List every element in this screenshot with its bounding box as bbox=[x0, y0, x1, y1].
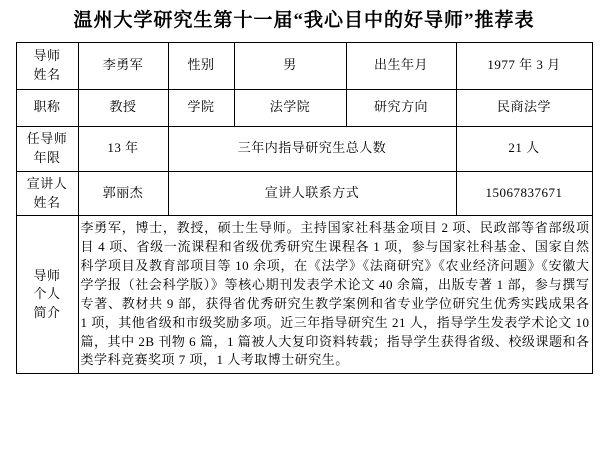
value-bio bbox=[78, 216, 592, 374]
label-gender: 性别 bbox=[168, 42, 234, 89]
value-advisor-years: 13 年 bbox=[78, 126, 168, 171]
table-row bbox=[16, 42, 592, 89]
label-speaker-contact: 宣讲人联系方式 bbox=[168, 171, 456, 216]
label-title-rank: 职称 bbox=[16, 89, 78, 126]
label-advisor-years: 任导师 年限 bbox=[16, 126, 78, 171]
label-total-students: 三年内指导研究生总人数 bbox=[168, 126, 456, 171]
label-bio: 导师 个人 简介 bbox=[16, 216, 78, 374]
value-research-field: 民商法学 bbox=[456, 89, 592, 126]
value-gender: 男 bbox=[234, 42, 346, 89]
label-birth-date: 出生年月 bbox=[346, 42, 456, 89]
value-speaker-contact: 15067837671 bbox=[456, 171, 592, 216]
value-birth-date: 1977 年 3 月 bbox=[456, 42, 592, 89]
value-advisor-name: 李勇军 bbox=[78, 42, 168, 89]
value-total-students: 21 人 bbox=[456, 126, 592, 171]
value-college: 法学院 bbox=[234, 89, 346, 126]
value-speaker-name: 郭丽杰 bbox=[78, 171, 168, 216]
bio-paragraph: 李勇军，博士，教授，硕士生导师。主持国家社科基金项目 2 项、民政部等省部级项目 4 项、省级一流课程和省级优秀研究生课程各 1 项，参与国家社科基金、国家自然科学项目及教育部项目等 10 余项，在《法学》《法商研究》《农业经济问题》《安徽大学学报（社会科学版）》等核心期刊发表学术论文 40 余篇，出版专著 1 部，参与撰写专著、教材共 9 部，获得省优秀研究生教学案例和省专业学位研究生优秀实践成果各 1 项，其他省级和市级奖励多项。近三年指导研究生 21 人，指导学生发表学术论文 10 篇，其中 2B 刊物 6 篇，1 篇被人大复印资料转载；指导学生获得省级、校级课题和各类学科竞赛奖项 7 项，1 人考取博士研究生。 bbox=[80, 220, 590, 368]
table-row bbox=[16, 89, 592, 126]
value-title-rank: 教授 bbox=[78, 89, 168, 126]
label-college: 学院 bbox=[168, 89, 234, 126]
label-advisor-name: 导师 姓名 bbox=[16, 42, 78, 89]
table-row bbox=[16, 171, 592, 216]
table-row-bio bbox=[16, 216, 592, 374]
label-research-field: 研究方向 bbox=[346, 89, 456, 126]
label-speaker-name: 宣讲人 姓名 bbox=[16, 171, 78, 216]
recommendation-table bbox=[16, 42, 593, 374]
table-row bbox=[16, 126, 592, 171]
page-title: 温州大学研究生第十一届“我心目中的好导师”推荐表 bbox=[73, 10, 535, 31]
